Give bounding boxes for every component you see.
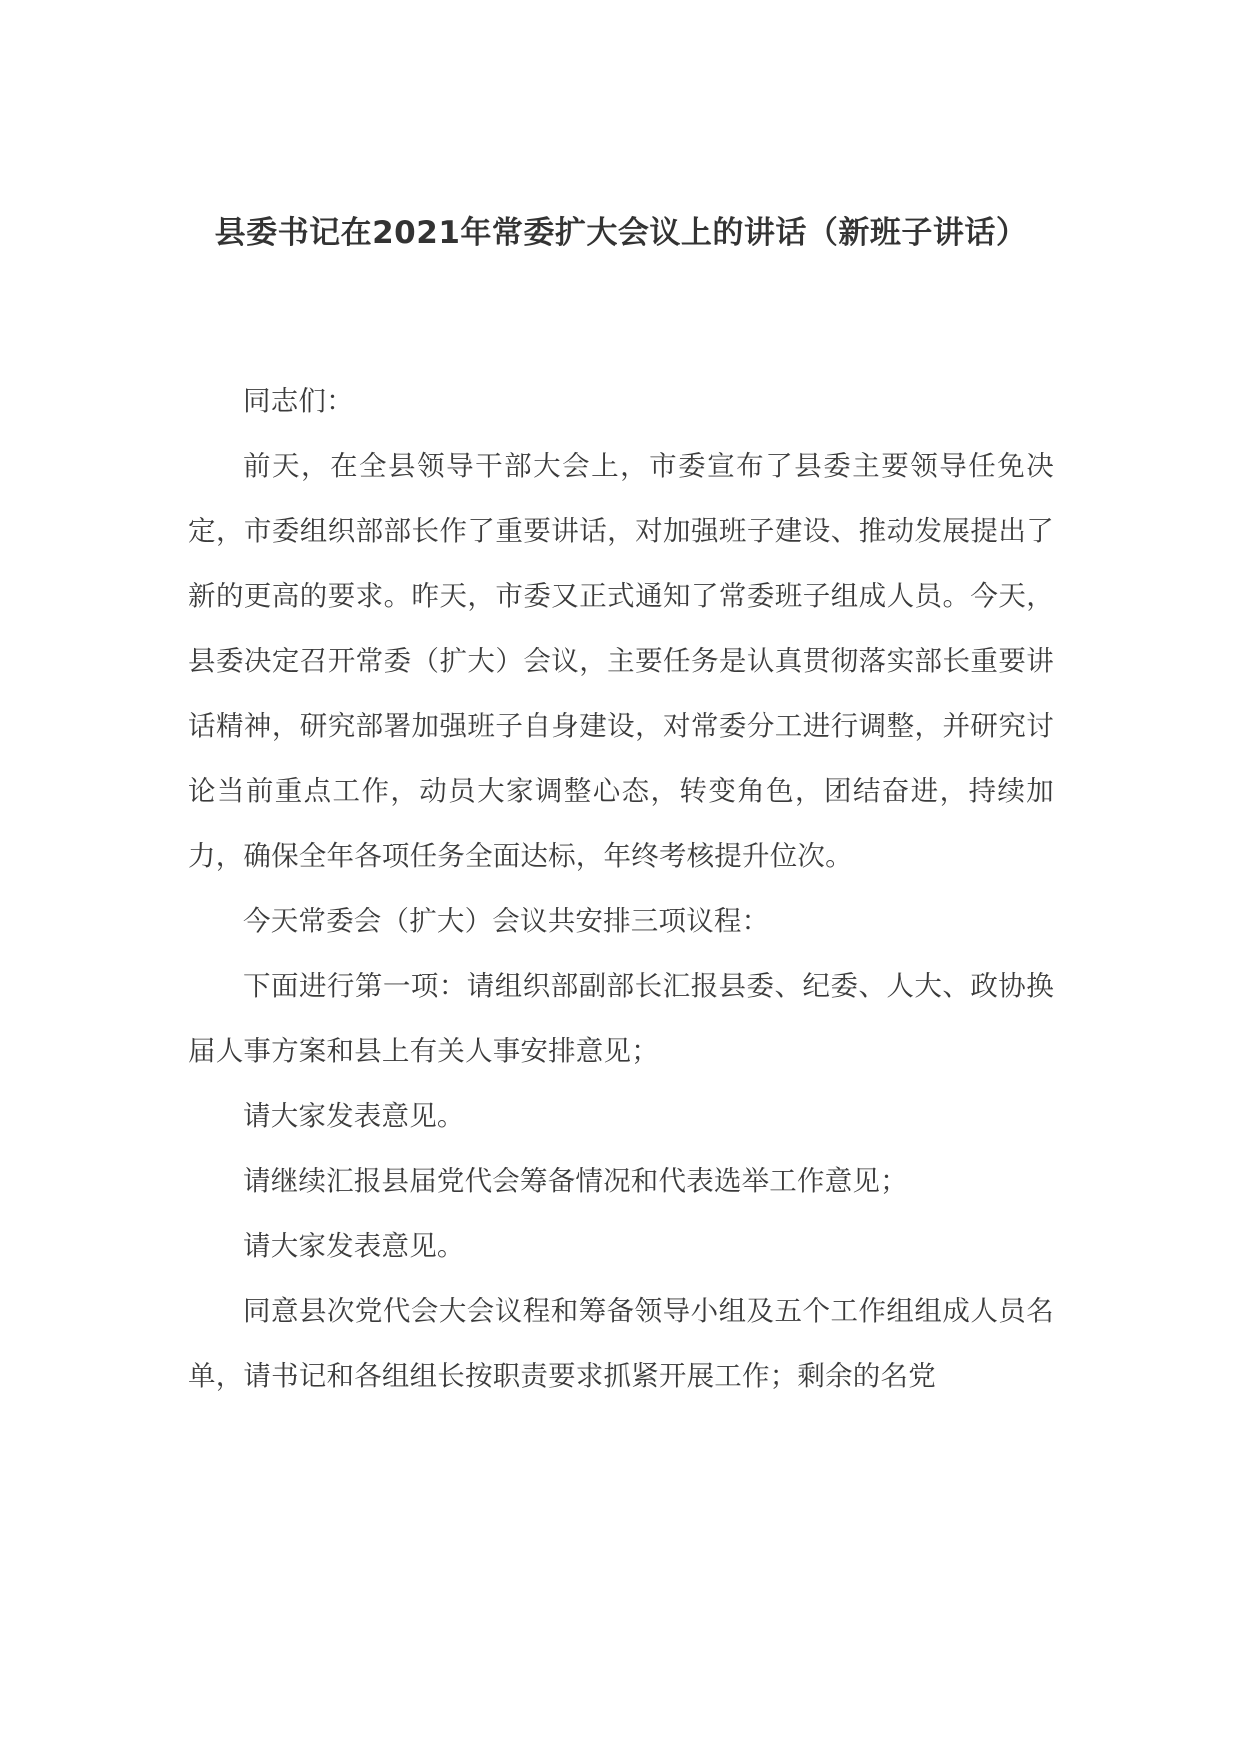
paragraph-approval: 同意县次党代会大会议程和筹备领导小组及五个工作组组成人员名单，请书记和各组组长按职责要求抓紧开展工作；剩余的名党: [188, 1295, 1054, 1392]
paragraph-intro: 前天，在全县领导干部大会上，市委宣布了县委主要领导任免决定，市委组织部部长作了重要讲话，对加强班子建设、推动发展提出了新的更高的要求。昨天，市委又正式通知了常委班子组成人员。今天，县委决定召开常委（扩大）会议，主要任务是认真贯彻落实部长重要讲话精神，研究部署加强班子自身建设，对常委分工进行调整，并研究讨论当前重点工作，动员大家调整心态，转变角色，团结奋进，持续加力，确保全年各项任务全面达标，年终考核提升位次。: [188, 450, 1054, 872]
paragraph-salutation: 同志们：: [243, 385, 354, 417]
paragraph-item-two: 请继续汇报县届党代会筹备情况和代表选举工作意见；: [243, 1165, 908, 1197]
paragraph-agenda: 今天常委会（扩大）会议共安排三项议程：: [243, 905, 770, 937]
document-title: 县委书记在2021年常委扩大会议上的讲话（新班子讲话）: [214, 215, 1028, 251]
paragraph-comment-request: 请大家发表意见。: [243, 1230, 465, 1262]
document-body: [188, 369, 1054, 1409]
paragraph-comment-request: 请大家发表意见。: [243, 1100, 465, 1132]
paragraph-item-one: 下面进行第一项：请组织部副部长汇报县委、纪委、人大、政协换届人事方案和县上有关人事安排意见；: [188, 970, 1054, 1067]
